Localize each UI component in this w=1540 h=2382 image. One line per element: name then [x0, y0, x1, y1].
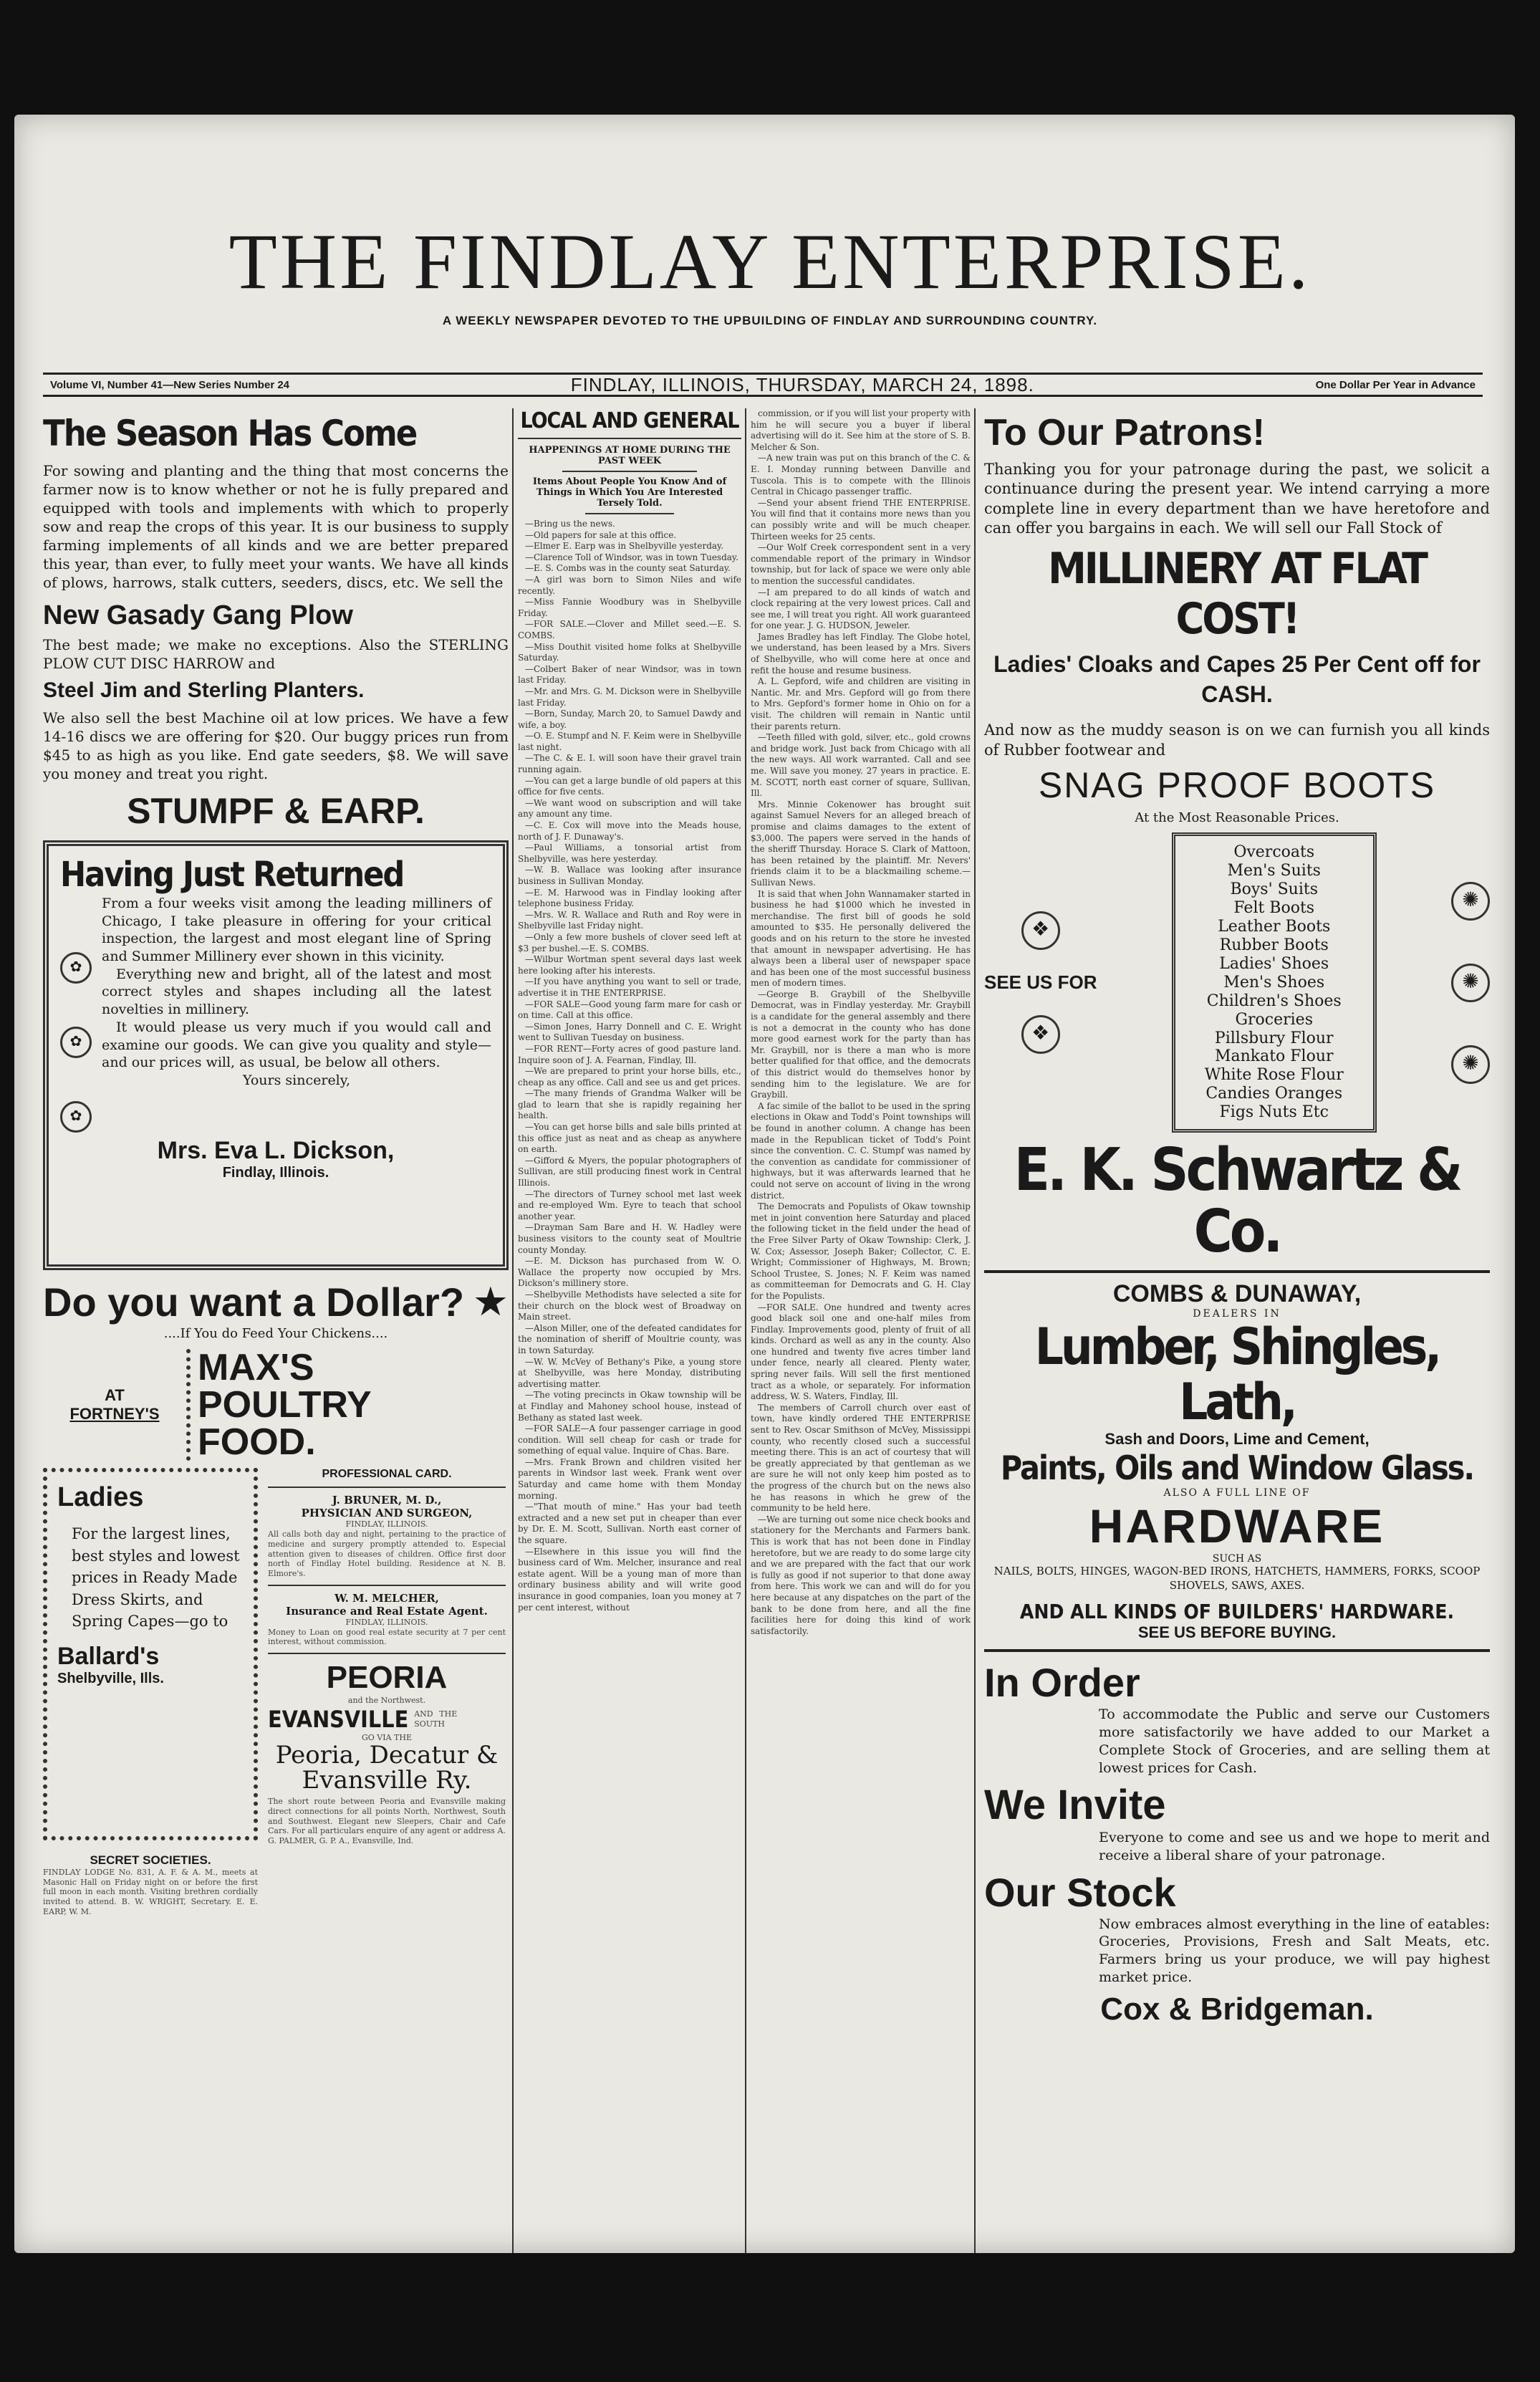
lumber-headline: Lumber, Shingles, Lath,	[1034, 1317, 1440, 1432]
sash-doors: Sash and Doors, Lime and Cement,	[1105, 1430, 1370, 1449]
dateline	[43, 373, 1483, 397]
dickson-place: Findlay, Illinois.	[222, 1165, 329, 1181]
and-the-south: AND THE SOUTH	[414, 1709, 458, 1729]
local-item: —E. M. Dickson has purchased from W. O. Wallace the property now occupied by Mrs. Dickson's millinery store.	[518, 1256, 741, 1289]
ornament-icon: ✺	[1451, 1045, 1490, 1084]
patrons-body: Thanking you for your patronage during the past, we solicit a continuance during the present year. We intend carrying a more complete line in every department than we have heretofore and can offer you bargains in each. We will sell our Fall Stock of	[984, 461, 1490, 537]
local-item: —I am prepared to do all kinds of watch and clock repairing at the very lowest prices. Call and see me, I will treat you right. All work guaranteed for one year. J. G. HUDSON, Jeweler.	[751, 587, 971, 631]
paints-headline: Paints, Oils and Window Glass.	[1000, 1449, 1474, 1488]
lodge-notice: FINDLAY LODGE No. 831, A. F. & A. M., meets at Masonic Hall on Friday night on or before the first full moon in each month. Visiting brethren cordially invited to attend. B. W. WRIGHT, Secretary. E. E. EARP, W. M.	[43, 1867, 258, 1916]
goods-item: Ladies' Shoes	[1219, 954, 1329, 973]
local-item: The members of Carroll church over east of town, have kindly ordered THE ENTERPRISE sent to Rev. Oscar Smithson of McVey, Mississippi county, who recently closed such a successful meeting there. This is an act of courtesy that will be greatly appreciated by that gentleman as we are sure he will not only keep him posted as to the progress of the church but on the news also he has reasons in which he grew of the community to be held here.	[751, 1402, 971, 1514]
goods-item: Mankato Flour	[1214, 1047, 1334, 1066]
local-item: —Clarence Toll of Windsor, was in town Tuesday.	[525, 552, 738, 562]
stock-body: Now embraces almost everything in the line of eatables: Groceries, Provisions, Fresh and Salt Meats, etc. Farmers bring us your produce, we will pay highest market price.	[1099, 1916, 1490, 1985]
yours-sincerely: Yours sincerely,	[242, 1072, 351, 1088]
melcher-place: FINDLAY, ILLINOIS.	[345, 1617, 428, 1627]
local-item: —The directors of Turney school met last week and re-employed Wm. Eyre to teach that school another year.	[518, 1188, 741, 1221]
column-4	[974, 408, 1490, 2253]
local-item: —A girl was born to Simon Niles and wife recently.	[518, 574, 741, 596]
muddy-season: And now as the muddy season is on we can furnish you all kinds of Rubber footwear and	[984, 721, 1490, 759]
returned-headline: Having Just Returned	[60, 855, 404, 895]
local-item: —We are turning out some nice check books and stationery for the Merchants and Farmers bank. This is work that has not been done in Findlay heretofore, but we are ready to do some large city and we are prepared with the fact that our work is fully as good if not superior to that done away from here. This work we can and will do for you here because at any dispatches on the part of the bank to be done from here, and all the fine facilities here for doing this kind of work satisfactorily.	[751, 1514, 971, 1636]
masthead	[43, 218, 1497, 328]
local-item: —Send your absent friend THE ENTERPRISE. You will find that it contains more news than you can possibly write and will be much cheaper. Thirteen weeks for 25 cents.	[751, 497, 971, 542]
local-item: —Drayman Sam Bare and H. W. Hadley were business visitors to the county seat of Moultrie county Monday.	[518, 1222, 741, 1255]
local-items-list	[518, 519, 741, 1613]
returned-body-1: From a four weeks visit among the leading milliners of Chicago, I take pleasure in offering for your critical inspection, the largest and most elegant line of Spring and Summer Millinery ever shown in this vicinity.	[102, 895, 491, 965]
nails-list: NAILS, BOLTS, HINGES, WAGON-BED IRONS, HATCHETS, HAMMERS, FORKS, SCOOP SHOVELS, SAWS, AXES.	[993, 1565, 1481, 1592]
local-item: commission, or if you will list your property with him he will secure you a buyer if liberal advertising will do it. See him at the store of S. B. Melcher & Son.	[751, 408, 971, 452]
returned-body-3: It would please us very much if you would call and examine our goods. We can give you quality and style—and our prices will, as usual, be below all others.	[102, 1019, 491, 1071]
local-item: —The C. & E. I. will soon have their gravel train running again.	[518, 753, 741, 775]
local-item: —Wilbur Wortman spent several days last week here looking after his interests.	[518, 954, 741, 976]
ladies-body: For the largest lines, best styles and lowest prices in Ready Made Dress Skirts, and Spring Capes—go to	[72, 1525, 240, 1631]
ballards-label: Ballard's	[57, 1642, 160, 1670]
goods-item: Groceries	[1235, 1010, 1313, 1029]
local-item: The Democrats and Populists of Okaw township met in joint convention here Saturday and placed the following ticket in the field under the head of the Free Silver Party of Okaw Township: Clerk, J. W. Cox; Assessor, Joseph Baker; Collector, C. E. Wright; Commissioner of Highways, M. Brown; School Trustee, S. Jones; N. F. Keim was named as committeeman for Democrats and G. H. Clay for the Populists.	[751, 1201, 971, 1301]
melcher-title: Insurance and Real Estate Agent.	[286, 1604, 488, 1618]
local-item: —Elsewhere in this issue you will find the business card of Wm. Melcher, insurance and real estate agent. Will be a young man of more than ordinary business ability and will write good insurance in good companies, loan you money at 7 per cent interest, without	[518, 1546, 741, 1613]
subscription-price: One Dollar Per Year in Advance	[1315, 378, 1476, 391]
bruner-title: PHYSICIAN AND SURGEON,	[301, 1507, 473, 1520]
local-item: —Mr. and Mrs. G. M. Dickson were in Shelbyville last Friday.	[518, 686, 741, 708]
local-item: Mrs. Minnie Cokenower has brought suit against Samuel Nevers for an alleged breach of promise and claims damages to the extent of $3,000. The papers were served in the hands of the sheriff Thursday. Horace S. Clark of Mattoon, has been retained by the plaintiff. Mr. Nevers' friends claim it to be a blackmailing scheme.—Sullivan News.	[751, 799, 971, 888]
see-us-for: SEE US FOR	[984, 971, 1097, 994]
local-item: —Colbert Baker of near Windsor, was in town last Friday.	[518, 663, 741, 686]
goods-item: Candies Oranges	[1205, 1085, 1343, 1103]
flower-ornament-icon: ✿	[60, 1027, 92, 1058]
column-1	[43, 408, 509, 2253]
ornament-icon: ❖	[1021, 911, 1060, 950]
gang-plow-body: The best made; we make no exceptions. Also the STERLING PLOW CUT DISC HARROW and	[43, 636, 509, 672]
goods-item: Leather Boots	[1218, 917, 1331, 936]
go-via: GO VIA THE	[362, 1732, 412, 1742]
local-item: —Gifford & Myers, the popular photographers of Sullivan, are still producing finest work in Central Illinois.	[518, 1155, 741, 1188]
food-label: FOOD.	[198, 1421, 316, 1464]
secret-societies: SECRET SOCIETIES.	[90, 1853, 211, 1867]
our-stock-headline: Our Stock	[984, 1869, 1176, 1915]
local-item: —George B. Graybill of the Shelbyville Democrat, was in Findlay yesterday. Mr. Graybill is a candidate for the general assembly and there is not a democrat in the county who has done more good earnest work for the party than has Mr. Graybill, nor is there a man who is more better qualified for that office, and the democrats of this district would do themselves honor by sending him to the legislature. We are for Graybill.	[751, 989, 971, 1100]
local-item: James Bradley has left Findlay. The Globe hotel, we understand, has been leased by a Mrs. Sivers of Shelbyville, who will come here at once and refit the house and resume business.	[751, 631, 971, 676]
local-item: —Teeth filled with gold, silver, etc., gold crowns and bridge work. Just back from Chicago with all the new ways. All work warranted. Call and see me. Will save you money. 27 years in practice. E. M. SCOTT, north east corner of square, Sullivan, Ill.	[751, 732, 971, 799]
goods-item: White Rose Flour	[1204, 1066, 1344, 1085]
local-item: —Bring us the news.	[525, 519, 615, 529]
poultry-label: POULTRY	[198, 1384, 372, 1426]
hardware-headline: HARDWARE	[1089, 1499, 1385, 1553]
fortneys-label: FORTNEY'S	[69, 1405, 160, 1423]
dollar-headline: Do you want a Dollar?	[43, 1279, 465, 1325]
local-item: —FOR SALE—Good young farm mare for cash or on time. Call at this office.	[518, 999, 741, 1021]
in-order-body: To accommodate the Public and serve our Customers more satisfactorily we have added to our Market a Complete Stock of Groceries, and are selling them at lowest prices for Cash.	[1099, 1706, 1490, 1776]
goods-list-box	[1172, 832, 1377, 1133]
ornament-icon: ❖	[1021, 1015, 1060, 1054]
builders-hardware: AND ALL KINDS OF BUILDERS' HARDWARE.	[1019, 1600, 1455, 1624]
ladies-ad-box	[43, 1468, 258, 1840]
local-item: A fac simile of the ballot to be used in the spring elections in Okaw and Todd's Point townships will be found in another column. A change has been made in the Republican ticket of Todd's Point since the convention. C. C. Stumpf was named by the convention as candidate for commissioner of highways, but it was afterwards learned that he could not serve on account of living in the wrong district.	[751, 1100, 971, 1201]
goods-item: Men's Shoes	[1223, 973, 1325, 991]
local-item: —Shelbyville Methodists have selected a site for their church on the block west of Broadway on Main street.	[518, 1289, 741, 1322]
column-3	[745, 408, 971, 2253]
local-item: —Miss Fannie Woodbury was in Shelbyville Friday.	[518, 597, 741, 618]
dealers-in: DEALERS IN	[1193, 1308, 1281, 1320]
professional-card: PROFESSIONAL CARD.	[322, 1468, 452, 1481]
local-item: —The many friends of Grandma Walker will be glad to learn that she is rapidly regaining her health.	[518, 1088, 741, 1121]
star-icon: ★	[472, 1279, 509, 1325]
ladies-headline: Ladies	[57, 1482, 144, 1513]
local-general-sub2: Items About People You Know And of Things in Which You Are Interested Tersely Told.	[532, 476, 727, 509]
railway-name: Peoria, Decatur & Evansville Ry.	[275, 1740, 499, 1795]
flower-ornament-icon: ✿	[60, 952, 92, 984]
schwartz-headline: E. K. Schwartz & Co.	[1014, 1136, 1460, 1267]
local-item: —Only a few more bushels of clover seed left at $3 per bushel.—E. S. COMBS.	[518, 931, 741, 954]
cloaks-offer: Ladies' Cloaks and Capes 25 Per Cent off for CASH.	[993, 651, 1481, 707]
peoria-label: PEORIA	[326, 1660, 448, 1696]
goods-item: Boys' Suits	[1230, 880, 1319, 898]
melcher-name: W. M. MELCHER,	[335, 1591, 439, 1605]
local-item: —Mrs. Frank Brown and children visited her parents in Windsor last week. Frank went over Saturday and came home with them Monday morning.	[518, 1456, 741, 1501]
melcher-body: Money to Loan on good real estate security at 7 per cent interest, without commission.	[268, 1627, 506, 1647]
local-item: —The voting precincts in Okaw township will be at Findlay and Mahoney school house, instead of Bethany as stated last week.	[518, 1390, 741, 1423]
local-item: —E. M. Harwood was in Findlay looking after telephone business Friday.	[518, 887, 741, 909]
combs-dunaway: COMBS & DUNAWAY,	[1112, 1280, 1362, 1308]
goods-item: Men's Suits	[1227, 861, 1321, 880]
ornament-icon: ✺	[1451, 964, 1490, 1002]
we-invite-headline: We Invite	[984, 1782, 1166, 1829]
local-general-headline: LOCAL AND GENERAL	[518, 408, 741, 439]
local-item: —"That mouth of mine." Has your bad teeth extracted and a new set put in cheaper than ever by Dr. E. M. Scott, Sullivan. North east corner of the square.	[518, 1502, 741, 1546]
local-item: A. L. Gepford, wife and children are visiting in Nantic. Mr. and Mrs. Gepford will go from there to Mrs. Gepford's former home in Ohio on for a visit. The children will remain in Nantic until their parents return.	[751, 676, 971, 731]
local-item: —A new train was put on this branch of the C. & E. I. Monday running between Danville and Tuscola. This is to compete with the Illinois Central in Chicago passenger traffic.	[751, 453, 971, 497]
volume-number: Volume VI, Number 41—New Series Number 24	[50, 378, 290, 391]
cox-bridgeman: Cox & Bridgeman.	[1100, 1992, 1374, 2027]
goods-item: Overcoats	[1233, 842, 1315, 861]
goods-item: Felt Boots	[1233, 898, 1315, 917]
ornament-icon: ✺	[1451, 882, 1490, 921]
local-item: —W. W. McVey of Bethany's Pike, a young store at Shelbyville, was here Monday, distributing advertising matter.	[518, 1356, 741, 1389]
goods-list	[1188, 843, 1360, 1122]
local-item: —You can get a large bundle of old papers at this office for five cents.	[518, 775, 741, 797]
season-headline: The Season Has Come	[43, 413, 417, 454]
local-item: —Mrs. W. R. Wallace and Ruth and Roy were in Shelbyville last Friday night.	[518, 909, 741, 931]
local-item: —W. B. Wallace was looking after insurance business in Sullivan Monday.	[518, 865, 741, 886]
local-item: —Miss Douthit visited home folks at Shelbyville Saturday.	[518, 641, 741, 663]
local-item: —If you have anything you want to sell or trade, advertise it in THE ENTERPRISE.	[518, 976, 741, 998]
goods-item: Pillsbury Flour	[1214, 1029, 1334, 1047]
bruner-name: J. BRUNER, M. D.,	[332, 1494, 442, 1507]
local-item: —You can get horse bills and sale bills printed at this office just as neat and as cheap as anywhere on earth.	[518, 1122, 741, 1155]
local-item: —Our Wolf Creek correspondent sent in a very commendable report of the primary in Windsor township, but for lack of space we were only able to mention the successful candidates.	[751, 542, 971, 586]
local-item: —FOR SALE.—Clover and Millet seed.—E. S. COMBS.	[518, 619, 741, 640]
goods-item: Children's Shoes	[1206, 991, 1342, 1010]
northwest-label: and the Northwest.	[347, 1696, 426, 1706]
patrons-headline: To Our Patrons!	[984, 412, 1265, 453]
maxs-label: MAX'S	[198, 1347, 314, 1389]
see-before-buying: SEE US BEFORE BUYING.	[1137, 1623, 1337, 1642]
local-item: —We are prepared to print your horse bills, etc., cheap as any office. Call and see us and get prices.	[518, 1066, 741, 1087]
returned-body-2: Everything new and bright, all of the latest and most correct styles and shapes including all the latest novelties in millinery.	[102, 966, 491, 1018]
shelbyville-label: Shelbyville, Ills.	[57, 1670, 164, 1686]
planters-body: We also sell the best Machine oil at low prices. We have a few 14-16 discs we are offering for $20. Our buggy prices run from $45 to as high as you like. End gate seeders, $8. We will save you money and treat you right.	[43, 709, 509, 782]
local-general-sub: HAPPENINGS AT HOME DURING THE PAST WEEK	[529, 445, 731, 466]
at-label: AT	[105, 1386, 125, 1405]
evansville-label: EVANSVILLE	[268, 1705, 409, 1733]
local-item: —FOR SALE. One hundred and twenty acres good black soil one and one-half miles from Findlay. Improvements good, plenty of fruit of all kinds. Orchard as well as any in the county. Also one hundred and twenty five acres timber land under fence, nearly all cleared. Plenty water, spring never fails. Will sell the first mentioned tract as a whole, or separately. For information address, W. S. Waters, Findlay, Ill.	[751, 1302, 971, 1402]
goods-item: Rubber Boots	[1219, 936, 1329, 954]
railway-body: The short route between Peoria and Evansville making direct connections for all points North, Northwest, South and Southwest. Elegant new Sleepers, Chair and Cafe Cars. For all particulars enquire of any agent or address A. G. PALMER, G. P. A., Evansville, Ind.	[268, 1797, 506, 1846]
stumpf-earp: STUMPF & EARP.	[127, 791, 425, 831]
local-item: —FOR RENT—Forty acres of good pasture land. Inquire soon of J. A. Fearnan, Findlay, Ill.	[518, 1043, 741, 1065]
invite-body: Everyone to come and see us and we hope to merit and receive a liberal share of your patronage.	[1099, 1830, 1490, 1863]
bruner-place: FINDLAY, ILLINOIS.	[345, 1519, 428, 1529]
local-item: —Old papers for sale at this office.	[525, 529, 677, 540]
local-item: —E. S. Combs was in the county seat Saturday.	[525, 563, 731, 574]
feed-chickens: ....If You do Feed Your Chickens....	[163, 1326, 388, 1341]
newspaper-title: THE FINDLAY ENTERPRISE.	[228, 218, 1312, 305]
gang-plow-headline: New Gasady Gang Plow	[43, 600, 353, 630]
place-date: FINDLAY, ILLINOIS, THURSDAY, MARCH 24, 1898.	[570, 373, 1034, 395]
local-item: —Born, Sunday, March 20, to Samuel Dawdy and wife, a boy.	[518, 709, 741, 730]
local-item: It is said that when John Wannamaker started in business he had $1000 which he invested in merchandise. The first bill of goods he sold amounted to $35. He personally delivered the goods and on his return to the store he invested that amount in newspaper advertising. He has always been a liberal user of newspaper space and has been one of the most successful business men of modern times.	[751, 888, 971, 989]
local-item: —Paul Williams, a tonsorial artist from Shelbyville, was here yesterday.	[518, 842, 741, 864]
in-order-headline: In Order	[984, 1660, 1140, 1706]
season-body: For sowing and planting and the thing that most concerns the farmer now is to know whether or not he is fully prepared and equipped with tools and implements with which to properly sow and reap the crops of this year. It is our business to supply farming implements of all kinds and we are better prepared this year, than ever, to fully meet your wants. We have all kinds of plows, harrows, stalk cutters, seeders, discs, etc. We sell the	[43, 462, 509, 591]
millinery-headline: MILLINERY AT FLAT COST!	[1048, 544, 1426, 645]
full-line: ALSO A FULL LINE OF	[1163, 1487, 1311, 1499]
dickson-signature: Mrs. Eva L. Dickson,	[157, 1137, 395, 1164]
snag-proof-headline: SNAG PROOF BOOTS	[1038, 764, 1436, 805]
planters-headline: Steel Jim and Sterling Planters.	[43, 678, 365, 702]
local-item: —Simon Jones, Harry Donnell and C. E. Wright went to Sullivan Tuesday on business.	[518, 1021, 741, 1043]
column-2	[512, 408, 741, 2253]
returned-ad-box	[43, 840, 509, 1270]
local-item: —C. E. Cox will move into the Meads house, north of J. F. Dunaway's.	[518, 820, 741, 842]
local-items-continued	[751, 408, 971, 1637]
newspaper-subtitle: A WEEKLY NEWSPAPER DEVOTED TO THE UPBUILDING OF FINDLAY AND SURROUNDING COUNTRY.	[442, 314, 1098, 327]
bruner-body: All calls both day and night, pertaining to the practice of medicine and surgery promptly attended to. Especial attention given to diseases of children. Office first door north of Findlay Hotel building. Residence at N. B. Elmore's.	[268, 1529, 506, 1579]
local-item: —We want wood on subscription and will take any amount any time.	[518, 797, 741, 820]
local-item: —O. E. Stumpf and N. F. Keim were in Shelbyville last night.	[518, 731, 741, 752]
local-item: —FOR SALE—A four passenger carriage in good condition. Will sell cheap for cash or trade for something of equal value. Inquire of Chas. Bare.	[518, 1423, 741, 1456]
reasonable-prices: At the Most Reasonable Prices.	[1135, 810, 1339, 825]
flower-ornament-icon: ✿	[60, 1101, 92, 1133]
such-as: SUCH AS	[1212, 1553, 1262, 1565]
local-item: —Alson Miller, one of the defeated candidates for the nomination of sheriff of Moultrie county, was in town Saturday.	[518, 1322, 741, 1355]
local-item: —Elmer E. Earp was in Shelbyville yesterday.	[525, 541, 724, 552]
goods-item: Figs Nuts Etc	[1219, 1103, 1329, 1122]
